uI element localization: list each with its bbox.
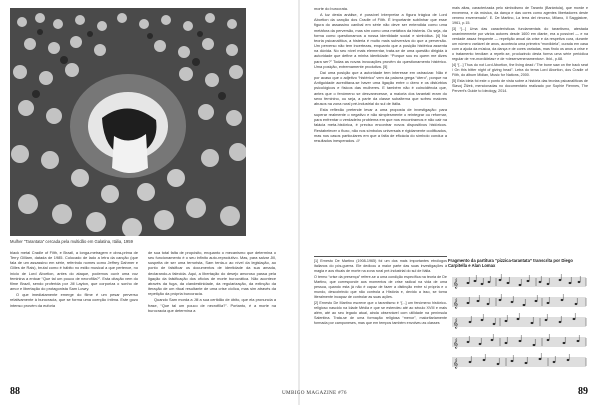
footnote: mais altas, caracterizada pelo simbolismo de Taranto (Barántula), que morde e envenena, e da música, da dança e das cores como agentes libertadores deste veneno envenenado”. E. De Martino, La terra del rimorso, Milano, Il Saggiatore, 1961, p.15.	[452, 6, 588, 25]
footnote: [1] Ernesto De Martino (1908-1965) foi um dos mais importantes etnólogos italianos do pós-guerra. Ele dedicou a maior parte das suas investigações à magia e aos rituais de morte na zona rural pré-industrial do sul de Itália.	[314, 259, 447, 273]
paragraph: Esta reflexão pretende levar a uma proposta de investigação: para superar realmente o negativo e não simplesmente o reintegrar ou reformar, para enfrentar o verdadeiro problema em que nos encontramos e não cair na falácia meta-histórica, é preciso encontrar novos dispositivos históricos. Restabelecer o fluxo, não nos símbolos universais e rigidamente codificados, mas nos casos particulares em que a falta de eficácia do símbolo conduz a resultados inesperados. ///	[314, 106, 447, 143]
footnote: [3] “[...] Uma das características fundamentais do tarantismo, atestada unanimemente por vários autores desde 1600 em diante, era a possível — e na verdade assaz frequente — repetição anual da crise e da respetiva cura, durante um número variável de anos, acontecia uma primeira “mordidela”, curada em casa com a ajuda da música, da dança e de cores variadas, mas findo os anos a crise e o tratamento tendiam a repetir-se, produzindo desta forma uma série periódica regular de «re-mordidelas» e de «desenvenenamentos». Ibid., p.68.	[452, 27, 588, 61]
text-column-left-1	[10, 250, 138, 384]
paragraph: black metal Cradle of Filth, e Brazil, a longa-metragem e obra-prima de Terry Gilliam, datada de 1985. Colocado de lado a letra da canção (que fala de um assassino em série, referindo nomes como Jeffrey Dahmer e Gilles de Rais), brutal como é hábito no estilo musical a que pertence, no início de Lord Abortion, antes do ataque, podemos ouvir uma voz feminina a entoar “Que tal um pouco de necrofilia?”. Esta citação vem do filme Brazil, sendo proferida por Jill Layton, que corporiza o sonho de amor e libertação do protagonista Sam Lowry.	[10, 250, 138, 292]
paragraph: morte do burocrata.	[314, 6, 348, 11]
text-column-left-2	[148, 250, 276, 384]
svg-text:𝄞: 𝄞	[453, 319, 459, 329]
page-number-left: 88	[10, 386, 20, 397]
footnote: [4] “[...] Thus do not Lord Abortion, the living dead / The bone saw on the back seat / On this bitter night of giving head”. Letra do tema Lord Abortion, dos Cradle of Filth, do álbum Midian, Music for Nations, 2000.	[452, 63, 588, 77]
text-column-right-1	[314, 6, 447, 254]
footnote: [5] Esta ideia foi este o ponto de vista sobre a história das teorias psicanalíticas de Slavoj Žižek, mencionadas no documentário realizado por Sophie Fiennes, The Pervert's Guide to Ideology, 2014.	[452, 79, 588, 93]
crowd-photo-image	[10, 8, 246, 236]
svg-text:𝄞: 𝄞	[453, 359, 459, 369]
score-staves-image	[448, 270, 590, 374]
svg-text:𝄞: 𝄞	[453, 299, 459, 309]
paragraph: Daí uma posição que a autoridade tem interesse em ostracizar. Não é por acaso que o adjetivo “histérico” vem da palavra grega “útero”, porque na Antiguidade acreditava-se haver uma ligação entre o útero e os distúrbios psicológicos e físicos das mulheres. E também não é coincidência que, antes que o fenómeno se desvanecesse, a maioria dos tarantati eram do sexo feminino, ou seja, a parte da classe subalterna que sofreu maiores abusos na zona rural pré-industrial do sul de Itália.	[314, 69, 447, 106]
score-caption: Fragmento da partitura “pizzica-tarantata” transcrita por Diego Carpitella e Alan Lomax	[448, 258, 573, 269]
footnote: O termo “crise da presença” refere-se a uma condição específica na teoria de De Martino, que corresponde aos momentos de crise radical na vida de uma pessoa, quando esta já não é capaz de fazer a distinção entre si própria e o mundo, descobrindo que não controla a História e, devido a isso, se torna literalmente incapaz de controlar as suas ações.	[314, 275, 447, 299]
sheet-music-score	[448, 270, 590, 374]
footnotes-column-2	[452, 6, 588, 256]
photo-caption: Mulher “Tarantata” cercada pela multidão em Galatina, Itália, 1959	[10, 239, 133, 244]
svg-text:𝄞: 𝄞	[453, 339, 459, 349]
notes-divider	[314, 256, 447, 257]
paragraph: Quando Sam morda a Jill a sua certidão de óbito, que ela pronuncia a frase, “Que tal um pouco de necrofilia?”. Portanto, é a morte na burocracia que determina a	[148, 297, 276, 313]
magazine-name: UMBIGO MAGAZINE #76	[282, 390, 347, 396]
footnote: [2] Ernesto De Martino escreve que o tarantismo é “[...] um fenómeno histórico-religioso nascido na Idade Média e que se estendeu até ao século XVIII e mais além, até ao seu legado atual, ainda observável com utilidade na península Salentina. Trata-se de uma formação religiosa “menor”, maioritariamente formada por camponeses, mas que em tempos também envolveu as classes	[314, 301, 447, 325]
footnotes-column-1	[314, 259, 447, 384]
left-page	[0, 0, 298, 405]
page-number-right: 89	[578, 386, 588, 397]
paragraph: A luz desta análise, é possível interpretar a figura trágica de Lord Abortion da canção dos Cradle of Filth. É importante sublinhar que esse figura do assassino canibal em série não deve ser entendida como uma metáfora da perversão, mas sim como uma metáfora da histeria. Ou seja, da forma como questionamos a nossa identidade social e simbólica. [4] Na teoria psicanalítica, a histeria é muito mais subversiva do que a perversão. Um perverso não tem incertezas, enquanto que a posição histérica assenta na dúvida. No seu nível mais elementar, trata-se de uma questão dirigida à autoridade que define a minha identidade: “Porque sou eu quem me dizes para ser?” Todas as novas invocações provêm do questionamento histérico. Uma posição, extremamente produtiva. [5]	[314, 12, 447, 69]
paragraph: de sua total falta de propósito, enquanto o mecanismo que determina o seu funcionamento é o seu infinito auto-reprodutivo. Mas, para salvar Jill, suspeita de ser uma terrorista, Sam tenta-o ao nível da legislação, ao ponto de falsificar os documentos de identidade da sua amada, declarando-a falecida. Aqui, a libertação do desejo amoroso passa pela ligação da falsificação dos ofícios de morte burocrática. Não acontece através da fuga, da clandestinidade, da regularização, da extinção da iteração de um ritual resultante de uma crise cíclica, mas sim através da repetição da própria burocracia.	[148, 250, 276, 297]
svg-text:𝄞: 𝄞	[453, 279, 459, 289]
photo-tarantata-crowd	[10, 8, 246, 236]
paragraph: O que imediatamente emerge do filme é um pesar perverso relativamente à burocracia, que se forma uma coerção íntima. Este gozo intenso provém da euforia	[10, 292, 138, 308]
